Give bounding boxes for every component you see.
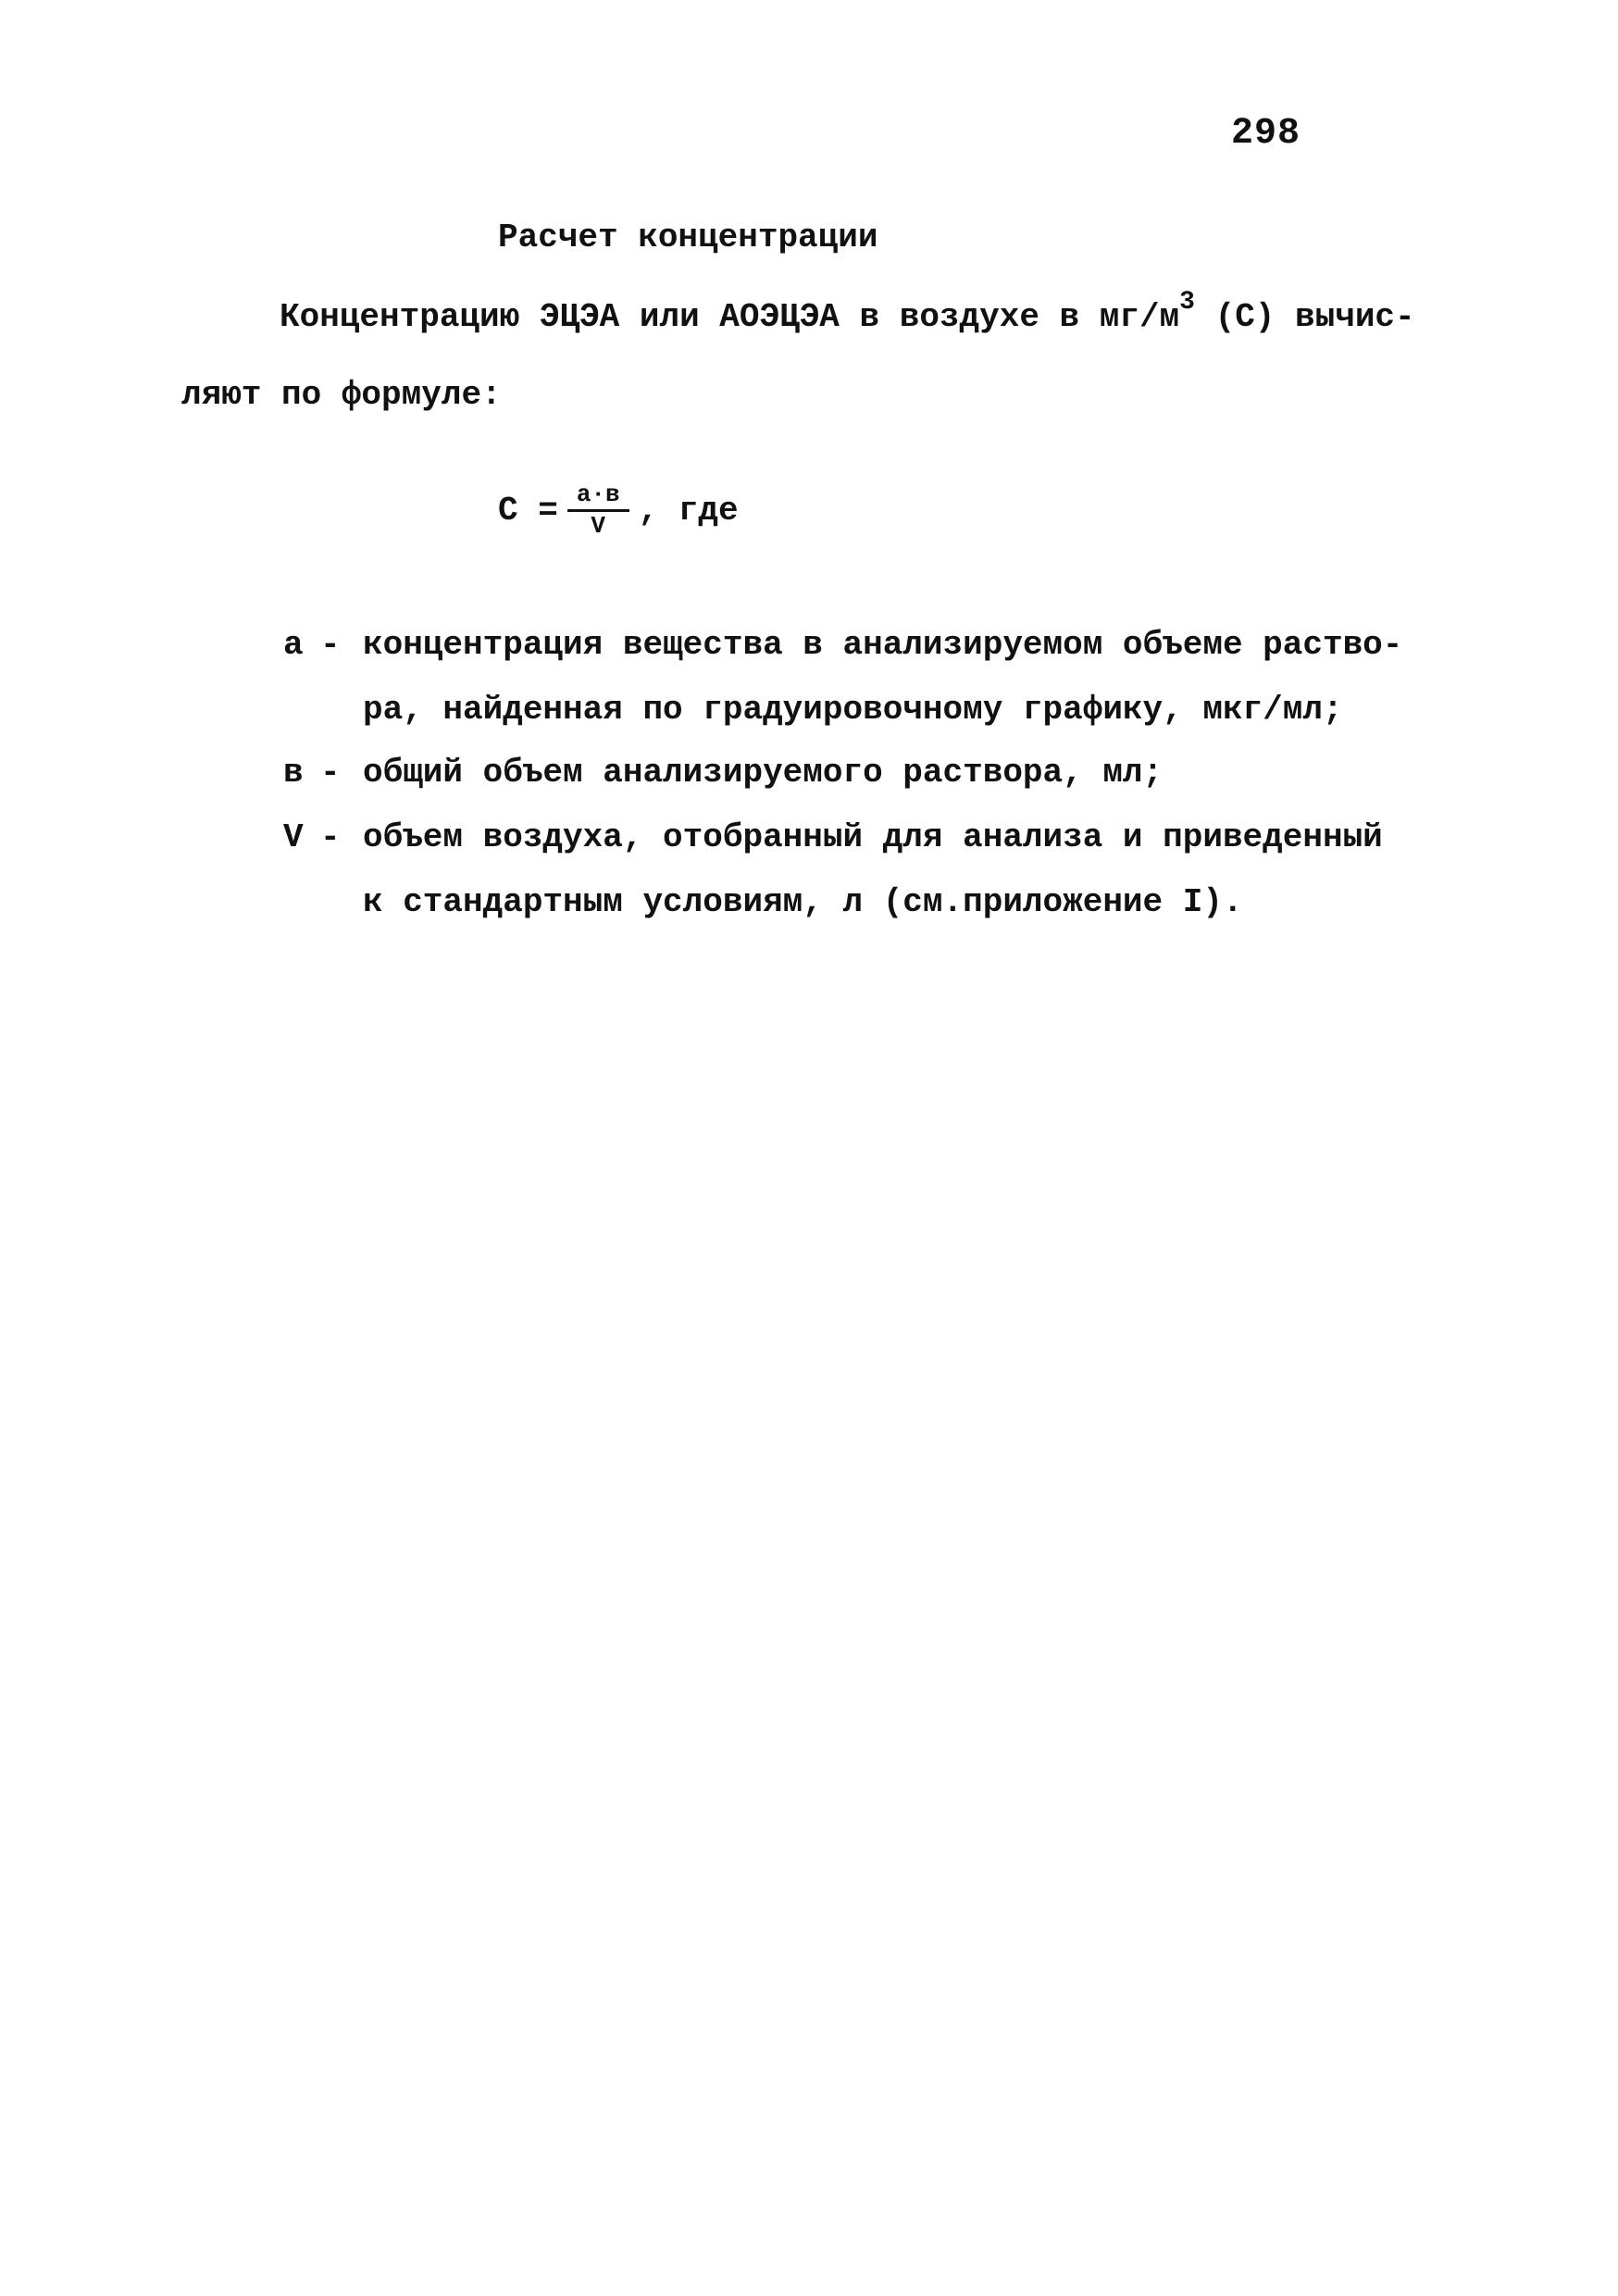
definition-continuation: ра, найденная по градуировочному графику, мкг/мл; <box>363 691 1343 729</box>
paragraph-text-tail: (С) вычис- <box>1194 298 1415 336</box>
formula-denominator: V <box>591 512 606 540</box>
formula-suffix: , где <box>638 492 739 530</box>
formula-fraction <box>567 481 629 540</box>
paragraph-line-1 <box>280 288 1415 336</box>
formula-numerator: а·в <box>567 481 629 512</box>
paragraph-text: Концентрацию ЭЦЭА или АОЭЦЭА в воздухе в мг/м <box>280 298 1180 336</box>
definition-symbol: в <box>283 754 304 792</box>
definition-text: концентрация вещества в анализируемом объеме раство- <box>363 626 1403 664</box>
definition-text: объем воздуха, отобранный для анализа и приведенный <box>363 818 1383 856</box>
paragraph-line-2: ляют по формуле: <box>181 376 502 414</box>
definition-symbol: V <box>283 818 304 856</box>
definition-dash: - <box>320 754 341 792</box>
definition-dash: - <box>320 626 341 664</box>
superscript-exponent: 3 <box>1179 288 1195 317</box>
definition-text: общий объем анализируемого раствора, мл; <box>363 754 1164 792</box>
definition-continuation: к стандартным условиям, л (см.приложение I). <box>363 883 1243 921</box>
formula-lhs: С = <box>498 492 558 530</box>
definition-symbol: а <box>283 626 304 664</box>
definition-dash: - <box>320 818 341 856</box>
section-heading: Расчет концентрации <box>498 218 878 256</box>
formula <box>498 481 739 540</box>
page-number: 298 <box>1231 113 1301 155</box>
